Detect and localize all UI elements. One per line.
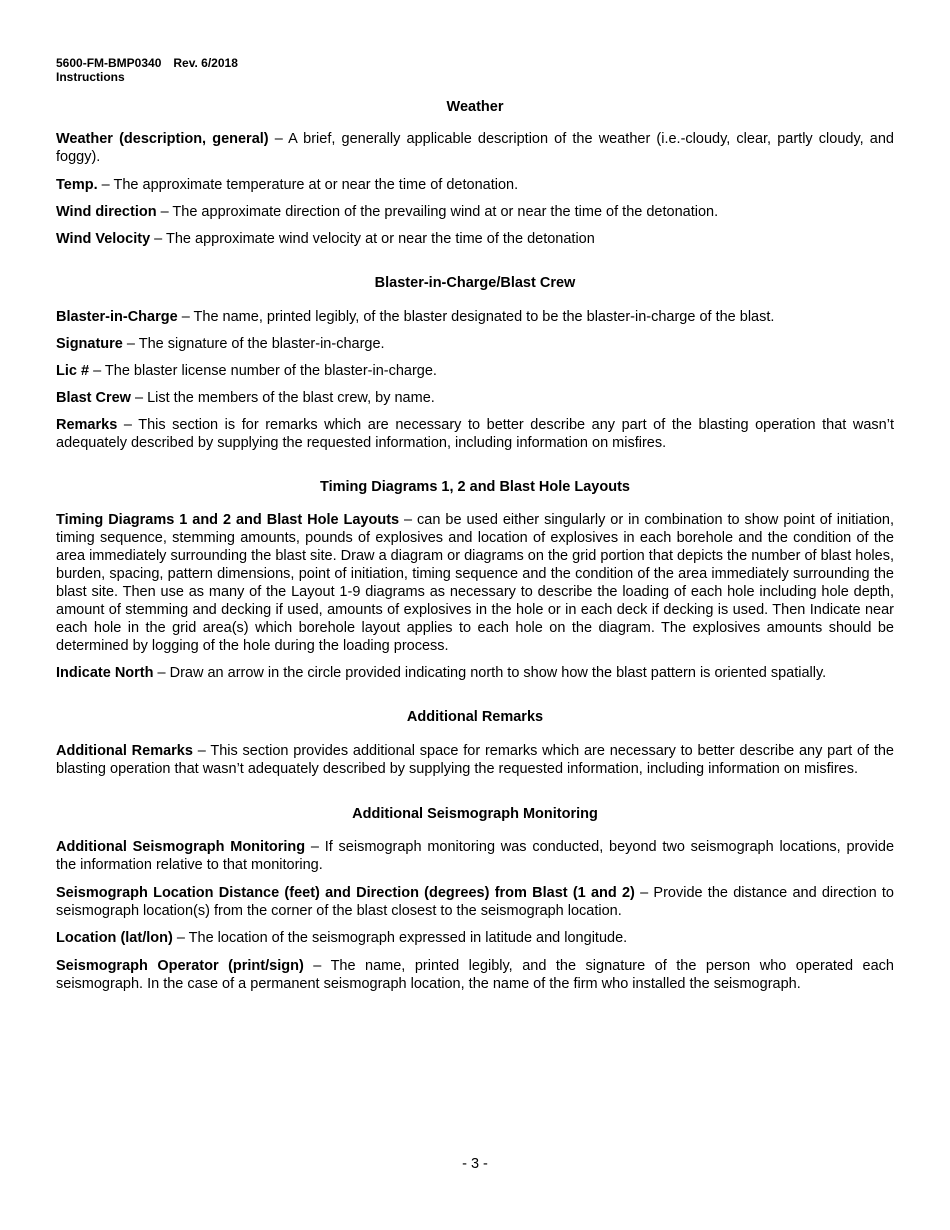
- section-title-crew: Blaster-in-Charge/Blast Crew: [374, 275, 576, 291]
- entry-timing-diagrams: Timing Diagrams 1 and 2 and Blast Hole Layouts – can be used either singularly or in combination to show point of initiation, timing sequence, stemming amounts, pounds of explosives and location of explosives in each borehole and the condition of the area immediately surrounding the blast site. Draw a diagram or diagrams on the grid portion that depicts the number of blast holes, burden, spacing, pattern dimensions, point of initiation, timing sequence and the condition of the area immediately surrounding the blast site. Then use as many of the Layout 1-9 diagrams as necessary to describe the loading of each hole including hole depth, amount of stemming and decking if used, amounts of explosives in the hole or in each deck if decking is used. Then Indicate near each hole in the grid area(s) which borehole layout applies to each hole on the diagram. The explosives amounts should be determined by logging of the hole during the loading process.: [56, 512, 894, 654]
- form-doc-type: Instructions: [56, 70, 125, 84]
- entry-blast-crew: Blast Crew – List the members of the blast crew, by name.: [56, 390, 435, 406]
- entry-location-latlon: Location (lat/lon) – The location of the seismograph expressed in latitude and longitude.: [56, 930, 628, 946]
- section-title-timing: Timing Diagrams 1, 2 and Blast Hole Layouts: [320, 479, 630, 495]
- entry-remarks: Remarks – This section is for remarks which are necessary to better describe any part of the blasting operation that wasn’t adequately described by supplying the requested information, including information on misfires.: [56, 417, 894, 451]
- section-title-weather: Weather: [446, 99, 504, 115]
- entry-seismograph-location: Seismograph Location Distance (feet) and Direction (degrees) from Blast (1 and 2) – Provide the distance and direction to seismograph location(s) from the corner of the blast closest to the seismograph location.: [56, 885, 894, 919]
- entry-additional-remarks: Additional Remarks – This section provides additional space for remarks which are necessary to better describe any part of the blasting operation that wasn’t adequately described by supplying the requested information, including information on misfires.: [56, 743, 894, 777]
- entry-seismograph-operator: Seismograph Operator (print/sign) – The name, printed legibly, and the signature of the person who operated each seismograph. In the case of a permanent seismograph location, the name of the firm who installed the seismograph.: [56, 958, 894, 992]
- entry-license: Lic # – The blaster license number of the blaster-in-charge.: [56, 363, 437, 379]
- entry-weather-description: Weather (description, general) – A brief, generally applicable description of the weather (i.e.-cloudy, clear, partly cloudy, and foggy).: [56, 131, 894, 165]
- entry-blaster-in-charge: Blaster-in-Charge – The name, printed legibly, of the blaster designated to be the blaster-in-charge of the blast.: [56, 309, 775, 325]
- form-code: 5600-FM-BMP0340: [56, 56, 162, 70]
- section-title-seismograph: Additional Seismograph Monitoring: [352, 806, 598, 822]
- entry-indicate-north: Indicate North – Draw an arrow in the circle provided indicating north to show how the blast pattern is oriented spatially.: [56, 665, 827, 681]
- section-title-additional-remarks: Additional Remarks: [406, 709, 544, 725]
- entry-additional-seismograph: Additional Seismograph Monitoring – If seismograph monitoring was conducted, beyond two seismograph locations, provide the information relative to that monitoring.: [56, 839, 895, 873]
- entry-wind-velocity: Wind Velocity – The approximate wind velocity at or near the time of the detonation: [56, 231, 595, 247]
- form-id-line: [56, 56, 894, 70]
- form-revision: Rev. 6/2018: [173, 56, 238, 70]
- entry-wind-direction: Wind direction – The approximate direction of the prevailing wind at or near the time of the detonation.: [56, 204, 719, 220]
- form-header: [56, 56, 894, 84]
- entry-signature: Signature – The signature of the blaster-in-charge.: [56, 336, 385, 352]
- entry-temp: Temp. – The approximate temperature at or near the time of detonation.: [56, 177, 519, 193]
- instructions-page: [56, 56, 894, 993]
- page-number: - 3 -: [462, 1156, 488, 1172]
